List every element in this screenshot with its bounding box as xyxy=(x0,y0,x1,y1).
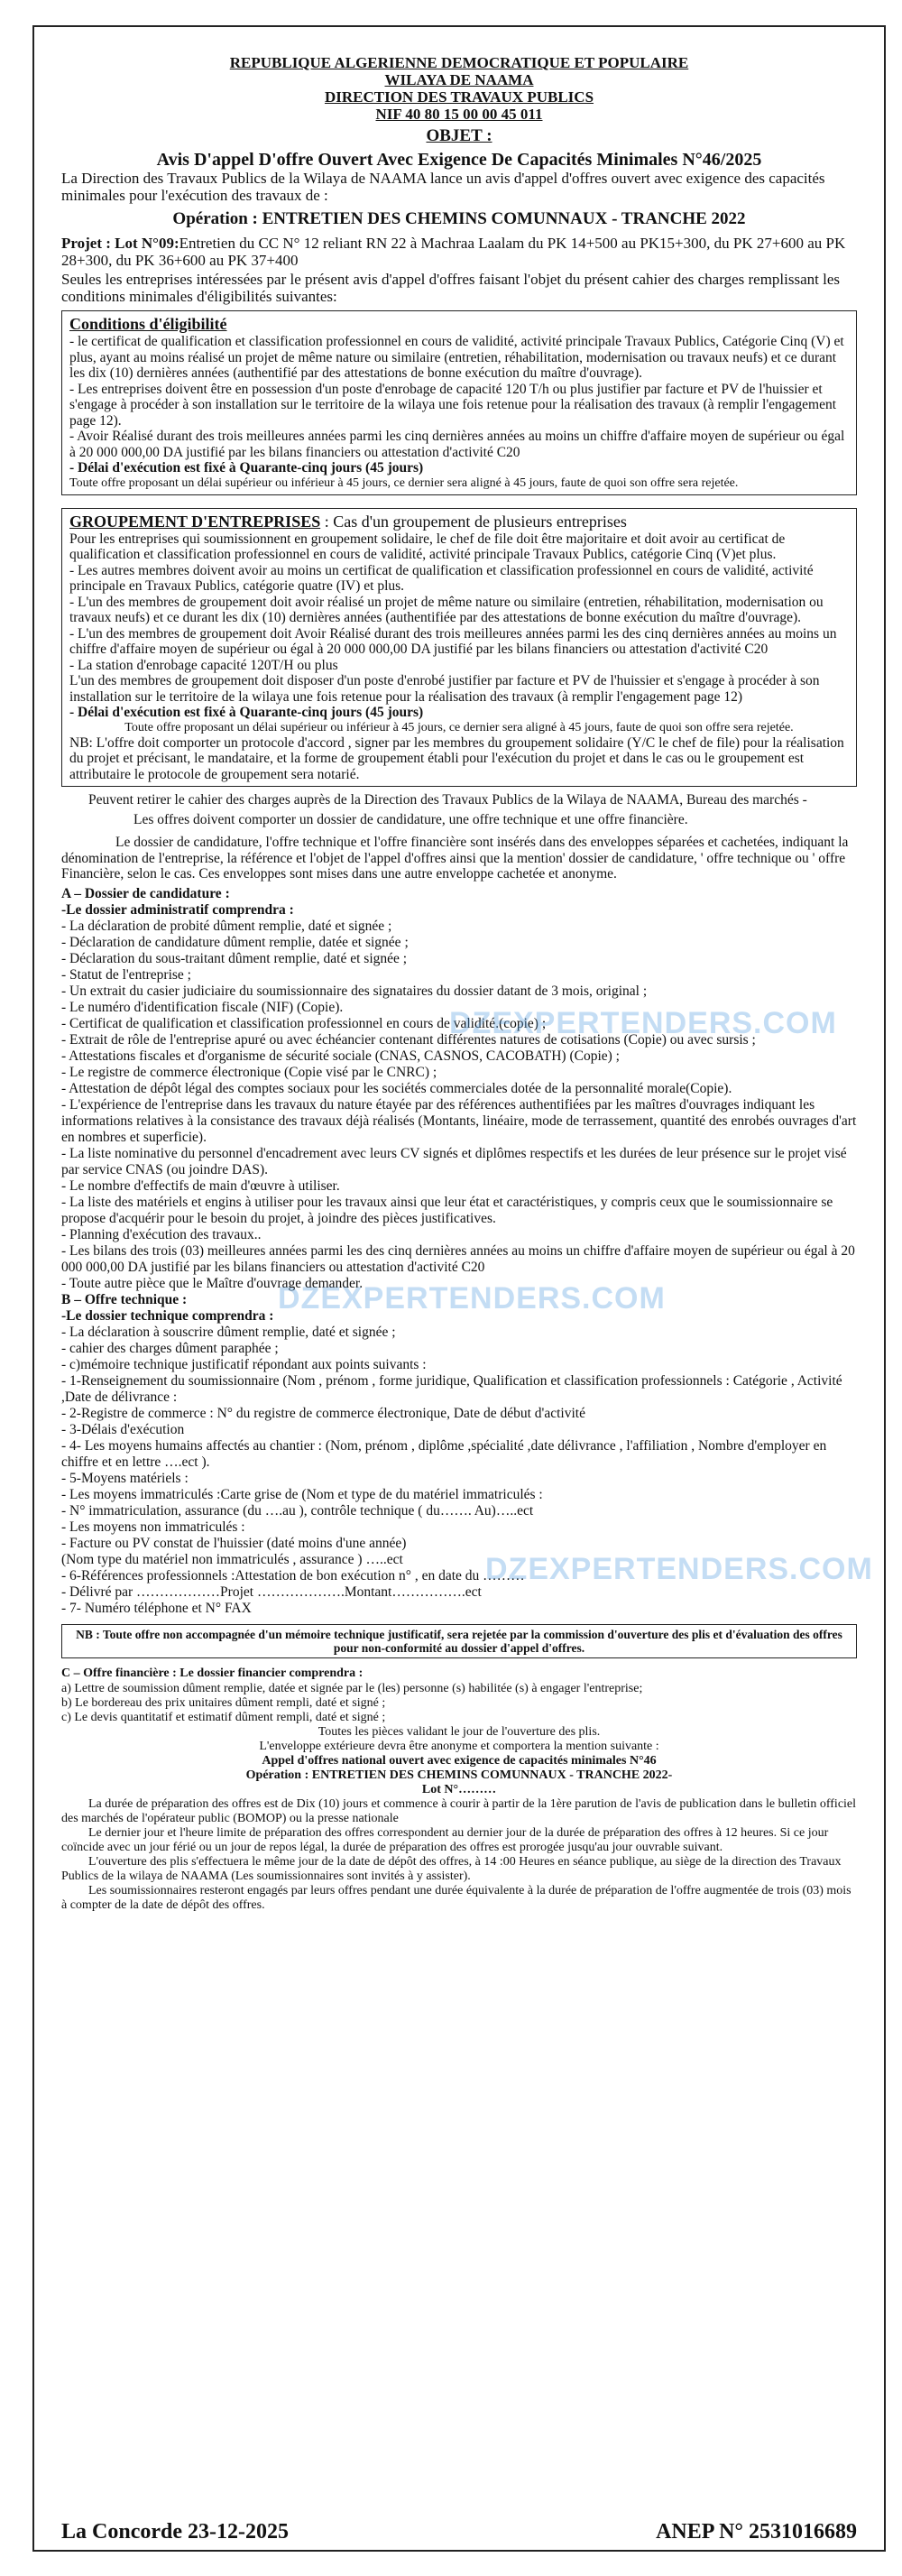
list-item: - 4- Les moyens humains affectés au chantier : (Nom, prénom , diplôme ,spécialité ,date délivrance , l'affiliation , Nombre d'employer en chiffre et en lettre ….ect ). xyxy=(61,1437,827,1470)
section-a-title: A – Dossier de candidature : xyxy=(61,885,230,901)
eligibility-item: - Avoir Réalisé durant des trois meilleures années parmi les cinq dernières années au moins un chiffre d'affaire moyen de supérieur ou égal à 20 000 000,00 DA justifié par les bilans financiers ou attestation d'activité C20 xyxy=(69,429,845,460)
projet-label: Projet : Lot N°09: xyxy=(61,235,179,252)
list-item: - 1-Renseignement du soumissionnaire (Nom , prénom , forme juridique, Qualification et classification professionnels : Catégorie , Activité ,Date de délivrance : xyxy=(61,1372,842,1405)
offres-text: Les offres doivent comporter un dossier de candidature, une offre technique et une offre financière. xyxy=(133,811,688,827)
list-item: - Toute autre pièce que le Maître d'ouvrage demander. xyxy=(61,1275,364,1291)
list-item: - Le nombre d'effectifs de main d'œuvre à utiliser. xyxy=(61,1177,340,1194)
groupement-item: L'un des membres de groupement doit disposer d'un poste d'enrobé justifier par facture et PV de l'huissier et s'engage à procéder à son installation sur le territoire de la wilaya une fois retenue pour la réalisation des travaux (à remplir l'engagement page 12) xyxy=(69,673,820,705)
section-a-list xyxy=(61,919,857,1292)
retirer-text: Peuvent retirer le cahier des charges auprès de la Direction des Travaux Publics de la Wilaya de NAAMA, Bureau des marchés - xyxy=(88,792,807,808)
enveloppe-line-2: Opération : ENTRETIEN DES CHEMINS COMUNNAUX - TRANCHE 2022- xyxy=(245,1768,673,1782)
list-item: - Déclaration de candidature dûment remplie, datée et signée ; xyxy=(61,934,409,950)
watermark-2: DZEXPERTENDERS.COM xyxy=(278,1281,666,1316)
section-c-list xyxy=(61,1682,857,1740)
groupement-item: - L'un des membres de groupement doit avoir réalisé un projet de même nature ou similaire (entretien, réhabilitation, modernisation ou travaux neufs) et ce durant les dix (10) dernières années (authentifiée par des attestations de bonne exécution du maître d'ouvrage). xyxy=(69,594,824,625)
list-item: - La déclaration de probité dûment remplie, daté et signée ; xyxy=(61,918,392,934)
section-c-title: C – Offre financière : Le dossier financier comprendra : xyxy=(61,1666,364,1680)
objet-label: OBJET : xyxy=(426,126,492,145)
groupement-heading xyxy=(69,512,849,531)
list-item: - Les moyens immatriculés :Carte grise de (Nom et type de du matériel immatriculés : xyxy=(61,1486,543,1502)
footer-anep: ANEP N° 2531016689 xyxy=(656,2520,857,2544)
enveloppe-line-3: Lot N°……… xyxy=(421,1782,497,1796)
list-item: a) Lettre de soumission dûment remplie, datée et signée par le (les) personne (s) habilitée (s) à engager l'entreprise; xyxy=(61,1681,643,1695)
groupement-title: GROUPEMENT D'ENTREPRISES xyxy=(69,512,321,531)
projet-line xyxy=(61,235,857,269)
watermark-3: DZEXPERTENDERS.COM xyxy=(485,1552,873,1586)
engages-text: Les soumissionnaires resteront engagés par leurs offres pendant une durée équivalente à la durée de préparation de l'offre augmentée de trois (03) mois à compter de la date de dépôt des offres. xyxy=(61,1883,851,1912)
section-a-sub: -Le dossier administratif comprendra : xyxy=(61,901,294,918)
list-item: - Les bilans des trois (03) meilleures années parmi les des cinq dernières années au moins un chiffre d'affaire moyen de supérieur ou égal à 20 000 000,00 DA justifié par les bilans financiers ou attestation d'activité C20 xyxy=(61,1242,855,1275)
list-item: - Un extrait du casier judiciaire du soumissionnaire des signataires du dossier datant de 3 mois, original ; xyxy=(61,983,648,999)
list-item: - 5-Moyens matériels : xyxy=(61,1470,189,1486)
groupement-item: Pour les entreprises qui soumissionnent en groupement solidaire, le chef de file doit être majoritaire et doit avoir au certificat de qualification et classification professionnel en cours de validité, activité principale Travaux Publics, catégorie Cinq (V)et plus. xyxy=(69,531,786,562)
groupement-item: - La station d'enrobage capacité 120T/H ou plus xyxy=(69,657,338,673)
groupement-item: - Délai d'exécution est fixé à Quarante-cinq jours (45 jours) xyxy=(69,705,424,720)
groupement-note: Toute offre proposant un délai supérieur ou inférieur à 45 jours, ce dernier sera aligné à 45 jours, faute de quoi son offre sera rejetée. xyxy=(124,720,794,734)
eligibility-title: Conditions d'éligibilité xyxy=(69,315,227,333)
projet-text: Entretien du CC N° 12 reliant RN 22 à Machraa Laalam du PK 14+500 au PK15+300, du PK 27+600 au PK 28+300, du PK 36+600 au PK 37+400 xyxy=(61,235,846,269)
list-item: Toutes les pièces validant le jour de l'ouverture des plis. xyxy=(318,1724,601,1739)
notice-page xyxy=(32,25,886,2552)
section-b-title: B – Offre technique : xyxy=(61,1291,188,1307)
list-item: - 2-Registre de commerce : N° du registre de commerce électronique, Date de début d'activité xyxy=(61,1405,585,1421)
list-item: - L'expérience de l'entreprise dans les travaux du nature étayée par des références authentifiées par les maîtres d'ouvrages indiquant les informations relatives à la consistance des travaux déjà réalisés (Montants, linéaire, mode de terrassement, quantité des enrobés ouvrages d'art en nombres et superficie). xyxy=(61,1096,857,1145)
groupement-subtitle: : Cas d'un groupement de plusieurs entreprises xyxy=(320,512,627,531)
header-wilaya: WILAYA DE NAAMA xyxy=(384,71,534,88)
eligibility-box xyxy=(61,310,857,495)
list-item: - Déclaration du sous-traitant dûment remplie, daté et signée ; xyxy=(61,950,408,966)
list-item: - Planning d'exécution des travaux.. xyxy=(61,1226,262,1242)
list-item: - La liste des matériels et engins à utiliser pour les travaux ainsi que leur état et caractéristiques, y compris ceux que le soumissionnaire se propose d'acquérir pour le besoin du projet, à joindre des pièces justificatives. xyxy=(61,1194,833,1226)
groupement-item: - L'un des membres de groupement doit Avoir Réalisé durant des trois meilleures années parmi les des cinq dernières années au moins un chiffre d'affaire moyen de supérieur ou égal à 20 000 000,00 DA justifié par les bilans financiers ou attestation d'activité C20 xyxy=(69,625,837,657)
duree-text: La durée de préparation des offres est de Dix (10) jours et commence à courir à partir de la 1ère parution de l'avis de publication dans le bulletin officiel des marchés de l'opérateur public (BOMOP) ou la presse nationale xyxy=(61,1796,857,1825)
list-item: c) Le devis quantitatif et estimatif dûment rempli, daté et signé ; xyxy=(61,1710,386,1724)
avis-title: Avis D'appel D'offre Ouvert Avec Exigence De Capacités Minimales N°46/2025 xyxy=(156,150,762,170)
watermark-1: DZEXPERTENDERS.COM xyxy=(449,1006,837,1040)
footer xyxy=(61,2508,857,2544)
list-item: (Nom type du matériel non immatriculés , assurance ) …..ect xyxy=(61,1551,403,1567)
eligibility-item: - Délai d'exécution est fixé à Quarante-cinq jours (45 jours) xyxy=(69,460,424,475)
list-item: - 3-Délais d'exécution xyxy=(61,1421,185,1437)
dernier-text: Le dernier jour et l'heure limite de préparation des offres correspondent au dernier jour de la durée de préparation des offres à 12 heures. Si ce jour coïncide avec un jour férié ou un jour de repos légal, la durée de préparation des offres est prorogée jusqu'au jour ouvrable suivant. xyxy=(61,1825,829,1854)
list-item: - Les moyens non immatriculés : xyxy=(61,1519,245,1535)
header-direction: DIRECTION DES TRAVAUX PUBLICS xyxy=(324,88,594,106)
list-item: - Facture ou PV constat de l'huissier (daté moins d'une année) xyxy=(61,1535,407,1551)
eligibility-item: - Les entreprises doivent être en possession d'un poste d'enrobage de capacité 120 T/h ou plus justifier par facture et PV de l'huissier et s'engage à procéder à son installation sur le territoire de la wilaya une fois retenue pour la réalisation des travaux (à remplir l'engagement page 12). xyxy=(69,381,837,429)
eligibility-item: - le certificat de qualification et classification professionnel en cours de validité, activité principale Travaux Publics, Catégorie Cinq (V) et plus, ayant au moins réalisé un projet de même nature ou similaire (entretien, réhabilitation, modernisation ou travaux neufs) et ce durant les dix (10) dernières années (authentifié par des attestations de bonne exécution du maître d'ouvrage). xyxy=(69,334,844,381)
list-item: - N° immatriculation, assurance (du ….au ), contrôle technique ( du……. Au)…..ect xyxy=(61,1502,534,1519)
list-item: - Le numéro d'identification fiscale (NIF) (Copie). xyxy=(61,999,344,1015)
groupement-nb: NB: L'offre doit comporter un protocole d'accord , signer par les membres du groupement solidaire (Y/C le chef de file) pour la réalisation du projet et précisant, le mandataire, et la forme de groupement établi pour l'exécution du projet et dans le cas ou le groupement est attributaire le protocole de groupement sera notarié. xyxy=(69,734,844,782)
list-item: - Attestations fiscales et d'organisme de sécurité sociale (CNAS, CASNOS, CACOBATH) (Copie) ; xyxy=(61,1048,620,1064)
enveloppe-line-1: Appel d'offres national ouvert avec exigence de capacités minimales N°46 xyxy=(262,1753,657,1768)
groupement-item: - Les autres membres doivent avoir au moins un certificat de qualification et classification professionnel en cours de validité, activité principale en Travaux Publics, catégorie quatre (IV) et plus. xyxy=(69,562,814,594)
groupement-box xyxy=(61,508,857,788)
eligibility-note: Toute offre proposant un délai supérieur ou inférieur à 45 jours, ce dernier sera aligné à 45 jours, faute de quoi son offre sera rejetée. xyxy=(69,475,739,490)
list-item: - Le registre de commerce électronique (Copie visé par le CNRC) ; xyxy=(61,1064,437,1080)
list-item: - Statut de l'entreprise ; xyxy=(61,966,191,983)
intro-text: La Direction des Travaux Publics de la Wilaya de NAAMA lance un avis d'appel d'offres ouvert avec exigence des capacités minimales pour l'exécution des travaux de : xyxy=(61,170,825,204)
list-item: - Attestation de dépôt légal des comptes sociaux pour les sociétés commerciales dotée de la personnalité morale(Copie). xyxy=(61,1080,732,1096)
enveloppe-text: L'enveloppe extérieure devra être anonyme et comportera la mention suivante : xyxy=(259,1739,659,1753)
list-item: - La déclaration à souscrire dûment remplie, daté et signée ; xyxy=(61,1324,396,1340)
dossier-intro: Le dossier de candidature, l'offre technique et l'offre financière sont insérés dans des enveloppes séparées et cachetées, indiquant la dénomination de l'entreprise, la référence et l'objet de l'appel d'offres ainsi que la mention' dossier de candidature, ' offre technique ou ' offre Financière, selon le cas. Ces enveloppes sont mises dans une autre enveloppe cachetée et anonyme. xyxy=(61,835,849,882)
list-item: b) Le bordereau des prix unitaires dûment rempli, daté et signé ; xyxy=(61,1695,386,1710)
nb-box: NB : Toute offre non accompagnée d'un mémoire technique justificatif, sera rejetée par la commission d'ouverture des plis et d'évaluation des offres pour non-conformité au dossier d'appel d'offres. xyxy=(61,1624,857,1658)
footer-newspaper: La Concorde 23-12-2025 xyxy=(61,2520,289,2544)
section-b-sub: -Le dossier technique comprendra : xyxy=(61,1307,274,1324)
list-item: - 6-Références professionnels :Attestation de bon exécution n° , en date du ……… xyxy=(61,1567,525,1583)
list-item: - cahier des charges dûment paraphée ; xyxy=(61,1340,279,1356)
list-item: - Délivré par ………………Projet ……………….Montant…………….ect xyxy=(61,1583,482,1600)
ouverture-text: L'ouverture des plis s'effectuera le même jour de la date de dépôt des offres, à 14 :00 Heures en séance publique, au siège de la direction des Travaux Publics de la wilaya de NAAMA (Les soumissionnaires sont invités à y assister). xyxy=(61,1854,842,1883)
list-item: - Certificat de qualification et classification professionnel en cours de validité.(copie) ; xyxy=(61,1015,547,1031)
header-nif: NIF 40 80 15 00 00 45 011 xyxy=(375,106,543,123)
list-item: - Extrait de rôle de l'entreprise apuré ou avec échéancier contenant différentes natures de cotisations (Copie) ou avec sursis ; xyxy=(61,1031,756,1048)
operation-line: Opération : ENTRETIEN DES CHEMINS COMUNNAUX - TRANCHE 2022 xyxy=(172,209,746,228)
list-item: - c)mémoire technique justificatif répondant aux points suivants : xyxy=(61,1356,427,1372)
header-republic: REPUBLIQUE ALGERIENNE DEMOCRATIQUE ET POPULAIRE xyxy=(229,54,689,71)
seules-text: Seules les entreprises intéressées par le présent avis d'appel d'offres faisant l'objet du présent cahier des charges remplissant les conditions minimales d'éligibilités suivantes: xyxy=(61,271,840,305)
list-item: - La liste nominative du personnel d'encadrement avec leurs CV signés et diplômes respectifs et les durées de leur présence sur le projet visé par service CNAS (ou joindre DAS). xyxy=(61,1145,847,1177)
list-item: - 7- Numéro téléphone et N° FAX xyxy=(61,1600,252,1616)
